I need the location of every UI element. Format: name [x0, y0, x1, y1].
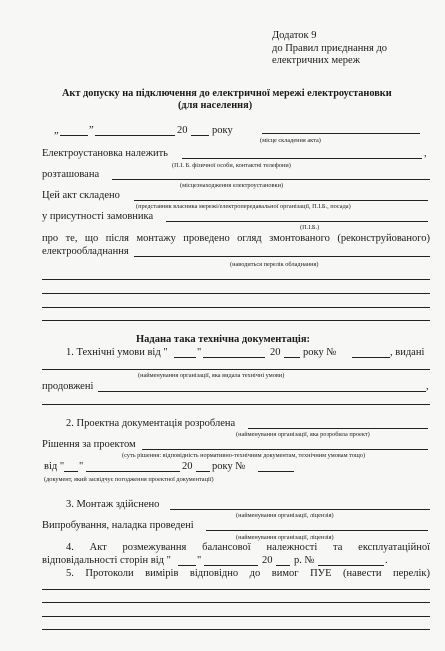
- item5-line-3[interactable]: [42, 616, 430, 617]
- place-hint: (місце складення акта): [260, 137, 321, 144]
- document-title: Акт допуску на підключення до електричної мережі електроустановки: [62, 88, 392, 99]
- inspection-equipment-label: електрообладнання: [42, 246, 129, 257]
- equipment-field[interactable]: [134, 256, 430, 257]
- item1-year-field[interactable]: [284, 357, 300, 358]
- owner-hint: (П.І. Б. фізичної особи, контактні телефони): [172, 162, 291, 169]
- date-month-field[interactable]: [95, 135, 175, 136]
- item2-number-field[interactable]: [258, 471, 294, 472]
- owner-field[interactable]: [182, 158, 422, 159]
- date-year-field[interactable]: [191, 135, 209, 136]
- item2-year-word: року №: [212, 461, 246, 472]
- item1-org-hint: (найменування організації, яка видала технічні умови): [138, 372, 285, 379]
- location-hint: (місцезнаходження електроустановки): [180, 182, 284, 189]
- item4-period: .: [385, 555, 388, 566]
- item1-year-word: року №: [303, 347, 337, 358]
- presence-field[interactable]: [166, 221, 428, 222]
- item1-label: 1. Технічні умови від ": [66, 347, 168, 358]
- item2-decision-hint: (суть рішення: відповідність нормативно-технічним документам, технічним умовам тощо): [122, 452, 366, 459]
- item4-month-field[interactable]: [204, 565, 258, 566]
- equipment-line-5[interactable]: [42, 320, 430, 321]
- location-label: розташована: [42, 169, 100, 180]
- item4-quote-close: ": [197, 555, 202, 566]
- item2-decision-label: Рішення за проектом: [42, 439, 136, 450]
- location-field[interactable]: [112, 179, 430, 180]
- date-day-field[interactable]: [60, 135, 88, 136]
- item3-testing-label: Випробування, наладка проведені: [42, 520, 194, 531]
- item4-number-field[interactable]: [318, 565, 384, 566]
- item1-month-field[interactable]: [203, 357, 265, 358]
- item2-from-label: від ": [44, 461, 65, 472]
- item5-line-2[interactable]: [42, 602, 430, 603]
- item2-year-field[interactable]: [196, 471, 210, 472]
- item2-year-prefix: 20: [182, 461, 193, 472]
- item4-year-prefix: 20: [262, 555, 273, 566]
- document-subtitle: (для населення): [178, 100, 253, 111]
- owner-label: Електроустановка належить: [42, 148, 168, 159]
- item1-day-field[interactable]: [174, 357, 196, 358]
- place-field[interactable]: [262, 133, 420, 134]
- appendix-rules-line: до Правил приєднання до: [272, 43, 388, 54]
- presence-hint: (П.І.Б.): [300, 224, 320, 231]
- item4-year-field[interactable]: [276, 565, 290, 566]
- item2-month-field[interactable]: [86, 471, 180, 472]
- item4-text: 4. Акт розмежування балансової належності та експлуатаційної: [66, 542, 430, 553]
- composed-field[interactable]: [134, 200, 428, 201]
- item1-year-prefix: 20: [270, 347, 281, 358]
- item3-testing-field[interactable]: [206, 530, 428, 531]
- item1-issued: , видані: [390, 347, 425, 358]
- presence-label: у присутності замовника: [42, 211, 154, 222]
- date-quote-open: „: [54, 125, 59, 136]
- item1-extended-label: продовжені: [42, 381, 94, 392]
- item5-line-4[interactable]: [42, 629, 430, 630]
- item1-extra-line[interactable]: [42, 404, 430, 405]
- equipment-line-2[interactable]: [42, 279, 430, 280]
- date-year-prefix: 20: [177, 125, 188, 136]
- item3-org-field[interactable]: [170, 509, 430, 510]
- equipment-line-4[interactable]: [42, 307, 430, 308]
- item1-extended-field[interactable]: [98, 391, 426, 392]
- item4-year-word: р. №: [294, 555, 315, 566]
- equipment-hint: (наводиться перелік обладнання): [230, 261, 319, 268]
- section-title: Надана така технічна документація:: [136, 334, 310, 345]
- composed-hint: (представник власника мережі/електропередавальної організації, П.І.Б., посада): [136, 203, 351, 210]
- item2-decision-field[interactable]: [142, 449, 428, 450]
- item2-day-field[interactable]: [64, 471, 78, 472]
- item1-quote-close: ": [197, 347, 202, 358]
- item2-doc-hint: (документ, який засвідчує погодження проектної документації): [44, 476, 214, 483]
- equipment-line-3[interactable]: [42, 293, 430, 294]
- item1-number-field[interactable]: [352, 357, 390, 358]
- date-quote-close: ”: [89, 125, 94, 136]
- owner-comma: ,: [424, 148, 427, 159]
- date-year-word: року: [212, 125, 233, 136]
- item2-org-hint: (найменування організації, яка розробила проект): [236, 431, 370, 438]
- composed-label: Цей акт складено: [42, 190, 120, 201]
- inspection-text: про те, що після монтажу проведено огляд змонтованого (реконструйованого): [42, 233, 430, 244]
- item5-line-1[interactable]: [42, 589, 430, 590]
- item4-day-field[interactable]: [178, 565, 196, 566]
- item4-responsibility-label: відповідальності сторін від ": [42, 555, 171, 566]
- item2-org-field[interactable]: [248, 428, 428, 429]
- item3-org-hint: (найменування організації, ліцензія): [236, 512, 334, 519]
- item1-org-field[interactable]: [42, 369, 430, 370]
- appendix-rules-line-2: електричних мереж: [272, 55, 360, 66]
- item2-quote-close: ": [79, 461, 84, 472]
- item2-label: 2. Проектна документація розроблена: [66, 418, 236, 429]
- item3-label: 3. Монтаж здійснено: [66, 499, 160, 510]
- item1-extended-comma: ,: [426, 381, 429, 392]
- appendix-number: Додаток 9: [272, 30, 317, 41]
- item3-testing-hint: (найменування організації, ліцензія): [236, 534, 334, 541]
- item5-text: 5. Протоколи вимірів відповідно до вимог ПУЕ (навести перелік): [66, 568, 430, 579]
